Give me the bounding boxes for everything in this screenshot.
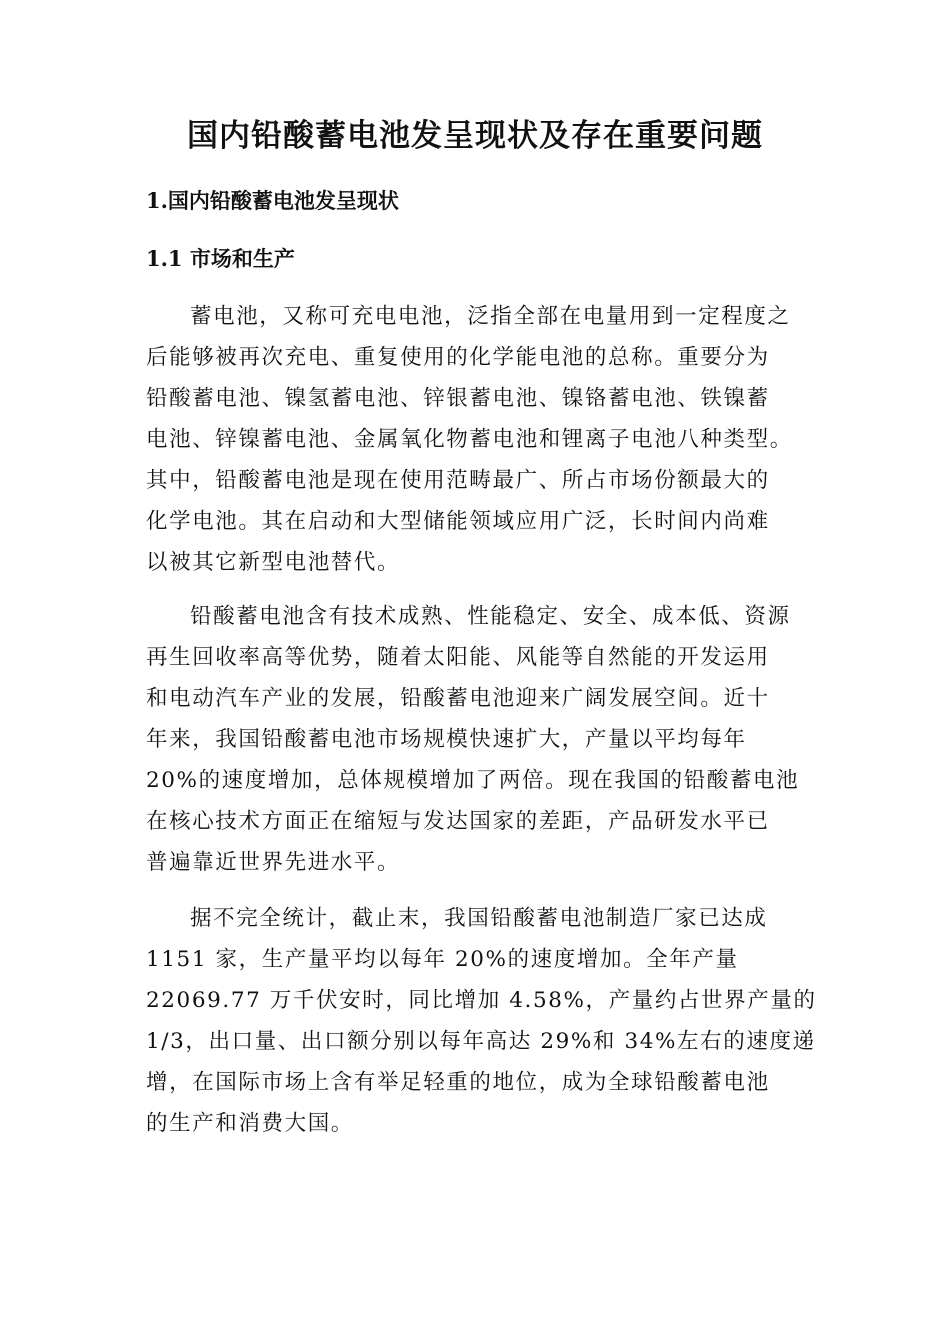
paragraph-line: 其中，铅酸蓄电池是现在使用范畴最广、所占市场份额最大的 (146, 468, 770, 493)
paragraph-line: 据不完全统计，截止末，我国铅酸蓄电池制造厂家已达成 (190, 906, 768, 931)
paragraph-line: 蓄电池，又称可充电电池，泛指全部在电量用到一定程度之 (190, 304, 791, 329)
paragraph-line: 和电动汽车产业的发展，铅酸蓄电池迎来广阔发展空间。近十 (146, 686, 770, 711)
paragraph-line: 20%的速度增加，总体规模增加了两倍。现在我国的铅酸蓄电池 (146, 768, 800, 793)
paragraph-line: 普遍靠近世界先进水平。 (146, 850, 401, 875)
paragraph-line: 铅酸蓄电池含有技术成熟、性能稳定、安全、成本低、资源 (190, 604, 791, 629)
paragraph-line: 增，在国际市场上含有举足轻重的地位，成为全球铅酸蓄电池 (146, 1070, 770, 1095)
paragraph-3 (146, 898, 817, 1144)
paragraph-line: 的生产和消费大国。 (146, 1111, 354, 1136)
paragraph-line: 1151 家，生产量平均以每年 20%的速度增加。全年产量 (146, 947, 739, 972)
paragraph-2 (146, 596, 806, 883)
paragraph-line: 在核心技术方面正在缩短与发达国家的差距，产品研发水平已 (146, 809, 770, 834)
section-heading: 1.国内铅酸蓄电池发呈现状 (146, 188, 399, 213)
subsection-heading: 1.1 市场和生产 (146, 246, 295, 271)
paragraph-line: 再生回收率高等优势，随着太阳能、风能等自然能的开发运用 (146, 645, 770, 670)
paragraph-line: 化学电池。其在启动和大型储能领域应用广泛，长时间内尚难 (146, 509, 770, 534)
paragraph-line: 年来，我国铅酸蓄电池市场规模快速扩大，产量以平均每年 (146, 727, 747, 752)
paragraph-line: 铅酸蓄电池、镍氢蓄电池、锌银蓄电池、镍铬蓄电池、铁镍蓄 (146, 386, 770, 411)
paragraph-line: 以被其它新型电池替代。 (146, 550, 401, 575)
paragraph-line: 22069.77 万千伏安时，同比增加 4.58%，产量约占世界产量的 (146, 988, 817, 1013)
paragraph-line: 1/3，出口量、出口额分别以每年高达 29%和 34%左右的速度递 (146, 1029, 816, 1054)
paragraph-1 (146, 296, 806, 583)
paragraph-line: 电池、锌镍蓄电池、金属氧化物蓄电池和锂离子电池八种类型。 (146, 427, 793, 452)
document-title: 国内铅酸蓄电池发呈现状及存在重要问题 (187, 118, 763, 154)
paragraph-line: 后能够被再次充电、重复使用的化学能电池的总称。重要分为 (146, 345, 770, 370)
